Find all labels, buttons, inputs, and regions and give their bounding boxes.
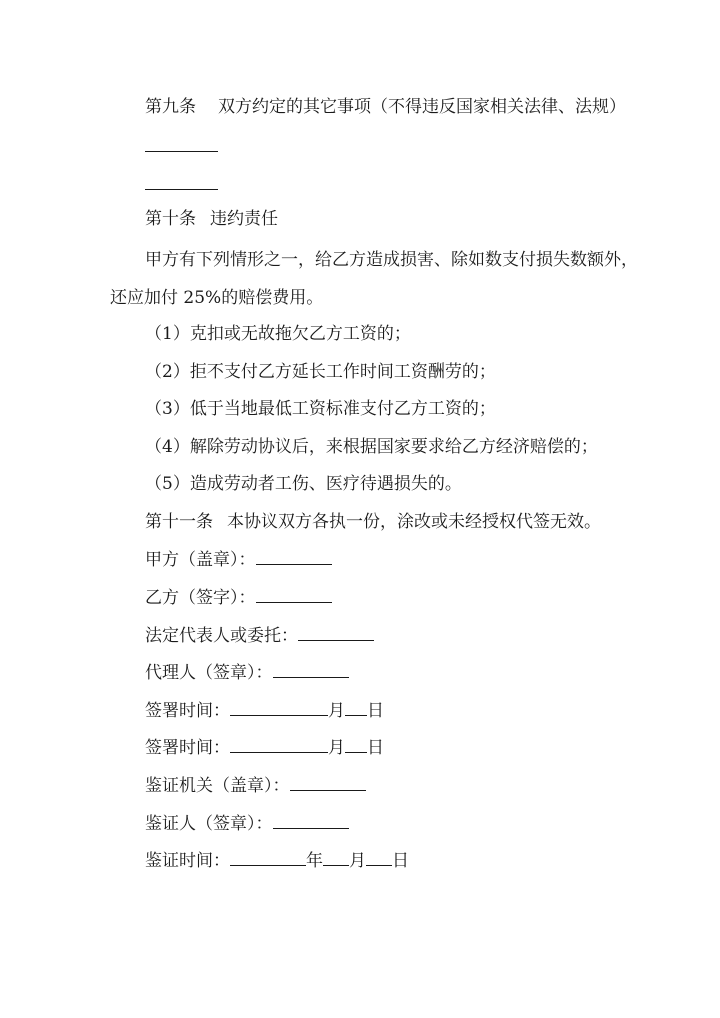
- article-10-intro-line-1: 甲方有下列情形之一，给乙方造成损害、除如数支付损失数额外，: [145, 250, 638, 270]
- month-unit: 月: [328, 701, 345, 721]
- sign-time-year-blank[interactable]: [230, 736, 328, 753]
- article-9: [145, 96, 626, 118]
- sign-time-month-blank[interactable]: [345, 736, 367, 753]
- legal-rep-label: 法定代表人或委托：: [145, 626, 298, 646]
- party-a-blank[interactable]: [256, 548, 332, 565]
- day-unit: 日: [367, 738, 384, 758]
- agent-line: [145, 661, 349, 684]
- article-11: [145, 511, 601, 533]
- notary-time-month-blank[interactable]: [323, 849, 349, 866]
- party-a-label: 甲方（盖章）：: [145, 550, 256, 570]
- sign-time-year-blank[interactable]: [230, 699, 328, 716]
- year-unit: 年: [306, 851, 323, 871]
- month-unit: 月: [349, 851, 366, 871]
- notary-org-line: [145, 774, 366, 797]
- agent-blank[interactable]: [273, 661, 349, 678]
- breach-item: （4）解除劳动协议后，来根据国家要求给乙方经济赔偿的；: [145, 437, 598, 457]
- article-10-title: 第十条: [145, 209, 196, 229]
- article-11-text: 本协议双方各执一份，涂改或未经授权代签无效。: [227, 512, 601, 532]
- party-b-blank[interactable]: [256, 586, 332, 603]
- sign-time-month-blank[interactable]: [345, 699, 367, 716]
- breach-item: （5）造成劳动者工伤、医疗待遇损失的。: [145, 474, 462, 494]
- notary-time-label: 鉴证时间：: [145, 851, 230, 871]
- article-10-heading-text: 违约责任: [210, 209, 278, 229]
- breach-item: （3）低于当地最低工资标准支付乙方工资的；: [145, 399, 496, 419]
- notary-person-line: [145, 812, 349, 835]
- notary-person-blank[interactable]: [273, 812, 349, 829]
- article-9-blank-line-1: [145, 151, 218, 152]
- party-b-sign-line: [145, 586, 332, 609]
- notary-time-year-blank[interactable]: [230, 849, 306, 866]
- article-9-blank-line-2: [145, 189, 218, 190]
- legal-rep-blank[interactable]: [298, 624, 374, 641]
- breach-item: （1）克扣或无故拖欠乙方工资的；: [145, 324, 411, 344]
- article-9-text: 双方约定的其它事项（不得违反国家相关法律、法规）: [218, 97, 626, 117]
- breach-item: （2）拒不支付乙方延长工作时间工资酬劳的；: [145, 362, 496, 382]
- article-11-title: 第十一条: [145, 512, 213, 532]
- day-unit: 日: [392, 851, 409, 871]
- party-b-label: 乙方（签字）：: [145, 588, 256, 608]
- legal-rep-line: [145, 624, 374, 647]
- notary-time-line: [145, 849, 409, 872]
- sign-time-line-1: [145, 699, 384, 722]
- day-unit: 日: [367, 701, 384, 721]
- notary-time-day-blank[interactable]: [366, 849, 392, 866]
- notary-person-label: 鉴证人（签章）：: [145, 814, 273, 834]
- sign-time-label: 签署时间：: [145, 738, 230, 758]
- month-unit: 月: [328, 738, 345, 758]
- article-10-intro-line-2: 还应加付 25%的赔偿费用。: [110, 288, 324, 308]
- notary-org-blank[interactable]: [290, 774, 366, 791]
- article-10-heading: [145, 208, 278, 230]
- article-9-title: 第九条: [145, 97, 196, 117]
- party-a-seal-line: [145, 548, 332, 571]
- notary-org-label: 鉴证机关（盖章）：: [145, 776, 290, 796]
- sign-time-line-2: [145, 736, 384, 759]
- agent-label: 代理人（签章）：: [145, 663, 273, 683]
- sign-time-label: 签署时间：: [145, 701, 230, 721]
